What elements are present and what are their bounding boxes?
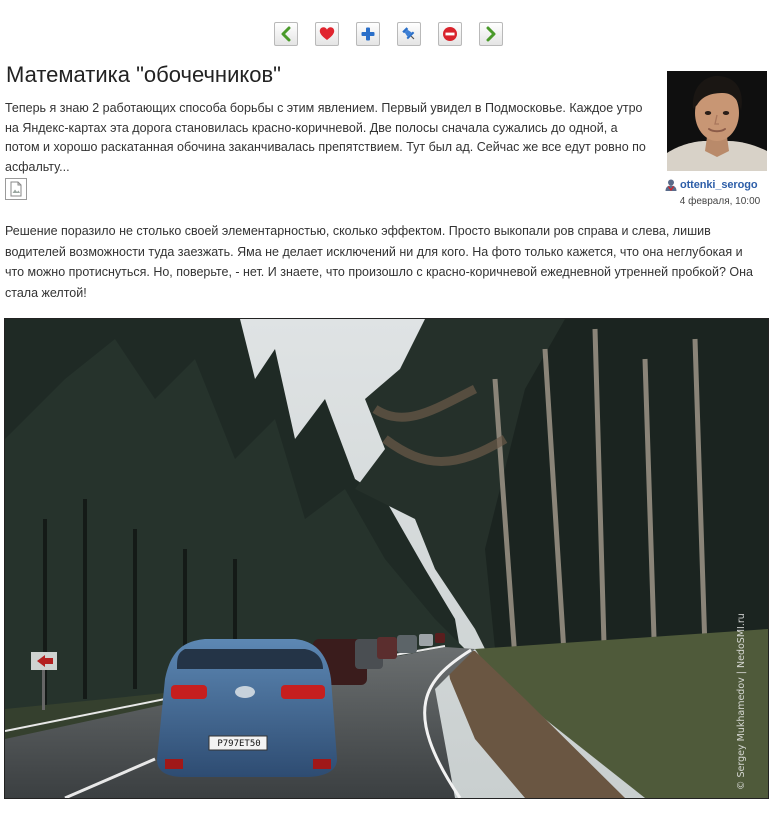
block-button[interactable] [438,22,462,46]
attachment-icon[interactable] [5,178,27,200]
pin-icon [401,26,417,42]
photo-watermark: © Sergey Mukhamedov | NedoSMI.ru [736,613,747,790]
author-line [664,177,776,193]
post-toolbar [0,22,776,48]
next-post-button[interactable] [479,22,503,46]
add-button[interactable] [356,22,380,46]
avatar-portrait-icon [667,71,767,171]
stop-icon [442,26,458,42]
like-button[interactable] [315,22,339,46]
author-avatar[interactable] [667,71,767,171]
road-photo-illustration [5,319,768,798]
arrow-left-icon [278,26,294,42]
author-name-link[interactable]: ottenki_serogo [680,179,758,191]
arrow-right-icon [483,26,499,42]
post-body: Решение поразило не столько своей элементарностью, сколько эффектом. Просто выкопали ров справа и слева, лишив водителей возможности туда заезжать. Яма не делает исключений ни для кого. На фото только кажется, что она неглубокая и что можно протиснуться. Но, поверьте, - нет. И знаете, что произошло с красно-коричневой ежедневной утренней пробкой? Она стала желтой! [5,224,753,300]
plus-icon [360,26,376,42]
post-date: 4 февраля, 10:00 [679,196,761,207]
post-title: Математика "обочечников" [6,62,281,87]
previous-post-button[interactable] [274,22,298,46]
heart-icon [319,26,335,42]
post-photo[interactable] [4,318,769,799]
user-icon[interactable] [664,178,678,192]
pin-button[interactable] [397,22,421,46]
post-intro: Теперь я знаю 2 работающих способа борьбы с этим явлением. Первый увидел в Подмосковье. Каждое утро на Яндекс-картах эта дорога становилась красно-коричневой. Две полосы сначала сужались до одной, а потом и хорошо раскатанная обочина заканчивалась препятствием. Тут был ад. Сейчас же все едут ровно по асфальту... [5,101,646,174]
document-icon [6,179,26,199]
license-plate: Р797ЕТ50 [217,739,261,749]
